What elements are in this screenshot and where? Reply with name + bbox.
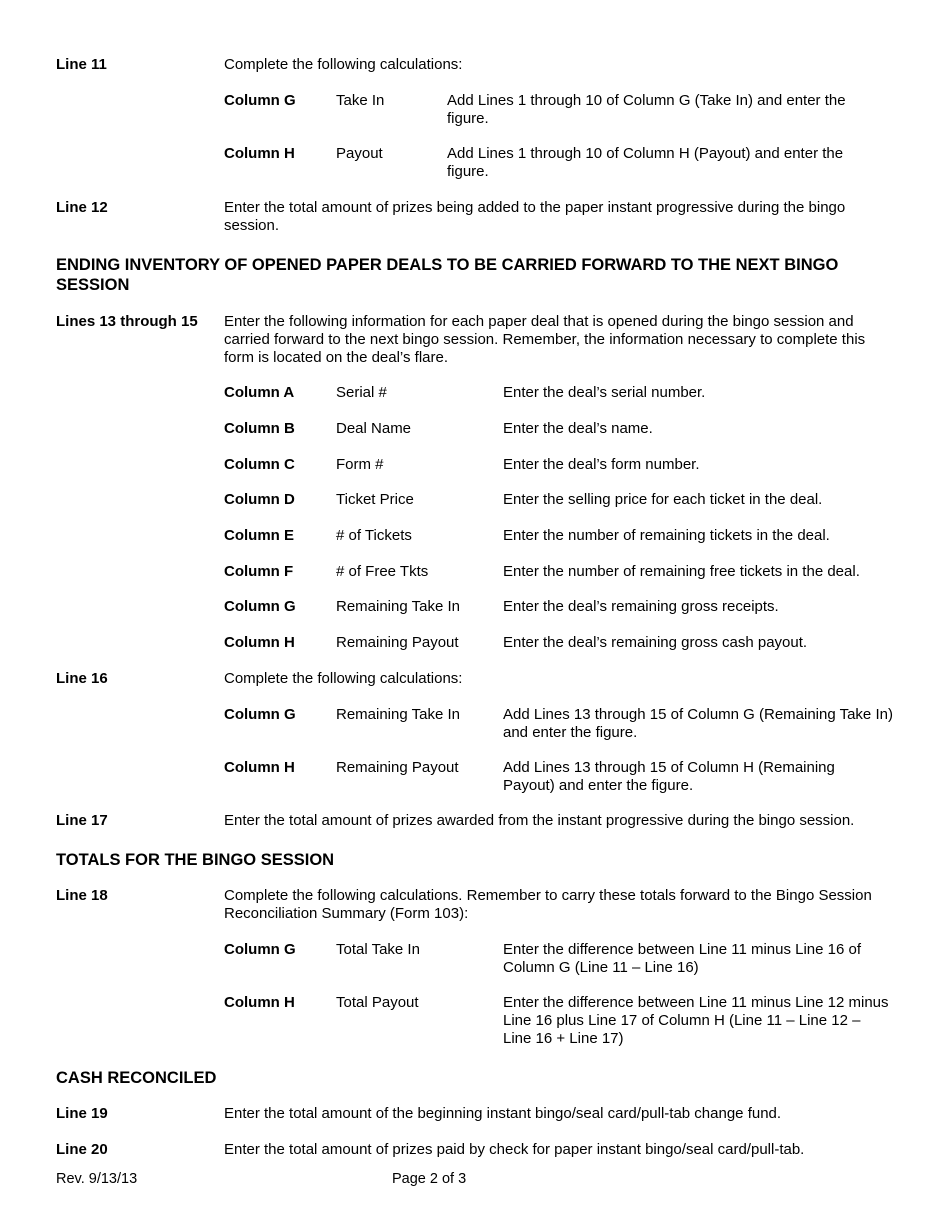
lines-13-15-col-g-name: Column G [224,598,296,615]
lines-13-15-label: Lines 13 through 15 [56,313,198,330]
lines-13-15-col-a-name: Column A [224,384,295,401]
line-18-col-g-desc: Enter the difference between Line 11 minus Line 16 of Column G (Line 11 – Line 16) [503,941,862,976]
lines-13-15-col-e-name: Column E [224,527,294,544]
line-18-label: Line 18 [56,887,108,904]
line-18-col-g-name: Column G [224,941,296,958]
lines-13-15-col-e-desc: Enter the number of remaining tickets in the deal. [503,527,830,544]
line-19-text: Enter the total amount of the beginning instant bingo/seal card/pull-tab change fund. [224,1105,782,1122]
line-12-text: Enter the total amount of prizes being added to the paper instant progressive during the bingo session. [224,199,846,234]
line-12-label: Line 12 [56,199,108,216]
line-16-col-g-name: Column G [224,706,296,723]
section-heading-ending-inventory: ENDING INVENTORY OF OPENED PAPER DEALS TO BE CARRIED FORWARD TO THE NEXT BINGO SESSION [56,256,839,294]
lines-13-15-col-g-field: Remaining Take In [336,598,460,615]
lines-13-15-col-b-name: Column B [224,420,295,437]
line-19-label: Line 19 [56,1105,108,1122]
line-16-col-h-name: Column H [224,759,295,776]
line-11-col-g-name: Column G [224,92,296,109]
line-11-label: Line 11 [56,56,107,73]
line-17-label: Line 17 [56,812,108,829]
footer-page-number: Page 2 of 3 [392,1171,467,1187]
lines-13-15-col-a-field: Serial # [336,384,387,401]
lines-13-15-col-d-desc: Enter the selling price for each ticket in the deal. [503,491,823,508]
lines-13-15-col-e-field: # of Tickets [336,527,412,544]
lines-13-15-col-f-field: # of Free Tkts [336,563,429,580]
section-heading-totals: TOTALS FOR THE BINGO SESSION [56,851,335,869]
lines-13-15-col-b-field: Deal Name [336,420,412,437]
line-11-col-h-name: Column H [224,145,295,162]
lines-13-15-col-d-name: Column D [224,491,295,508]
line-11-col-g-field: Take In [336,92,385,109]
lines-13-15-col-h-field: Remaining Payout [336,634,459,651]
lines-13-15-col-c-name: Column C [224,456,295,473]
line-16-col-g-desc: Add Lines 13 through 15 of Column G (Remaining Take In) and enter the figure. [503,706,893,741]
line-16-col-h-field: Remaining Payout [336,759,459,776]
line-11-text: Complete the following calculations: [224,56,463,73]
line-16-col-g-field: Remaining Take In [336,706,460,723]
line-18-col-h-name: Column H [224,994,295,1011]
line-20-label: Line 20 [56,1141,108,1158]
line-20-text: Enter the total amount of prizes paid by check for paper instant bingo/seal card/pull-tab. [224,1141,805,1158]
section-heading-cash-reconciled: CASH RECONCILED [56,1069,217,1087]
line-18-col-h-field: Total Payout [336,994,419,1011]
line-11-col-g-desc: Add Lines 1 through 10 of Column G (Take In) and enter the figure. [447,92,846,127]
lines-13-15-col-f-desc: Enter the number of remaining free tickets in the deal. [503,563,860,580]
lines-13-15-col-h-desc: Enter the deal’s remaining gross cash payout. [503,634,808,651]
line-16-label: Line 16 [56,670,108,687]
line-18-col-g-field: Total Take In [336,941,420,958]
lines-13-15-col-g-desc: Enter the deal’s remaining gross receipts. [503,598,779,615]
lines-13-15-col-c-field: Form # [336,456,384,473]
line-11-col-h-desc: Add Lines 1 through 10 of Column H (Payout) and enter the figure. [447,145,844,180]
lines-13-15-text: Enter the following information for each paper deal that is opened during the bingo session and carried forward to the next bingo session. Remember, the information necessary to complete this form is located on the deal’s flare. [224,313,866,366]
lines-13-15-col-b-desc: Enter the deal’s name. [503,420,653,437]
lines-13-15-col-h-name: Column H [224,634,295,651]
line-16-text: Complete the following calculations: [224,670,463,687]
line-11-col-h-field: Payout [336,145,383,162]
lines-13-15-col-f-name: Column F [224,563,294,580]
line-17-text: Enter the total amount of prizes awarded from the instant progressive during the bingo session. [224,812,855,829]
line-16-col-h-desc: Add Lines 13 through 15 of Column H (Remaining Payout) and enter the figure. [503,759,835,794]
line-18-col-h-desc: Enter the difference between Line 11 minus Line 12 minus Line 16 plus Line 17 of Column H (Line 11 – Line 12 – Line 16 + Line 17) [503,994,889,1047]
footer-revision: Rev. 9/13/13 [56,1171,138,1187]
lines-13-15-col-a-desc: Enter the deal’s serial number. [503,384,706,401]
lines-13-15-col-c-desc: Enter the deal’s form number. [503,456,700,473]
line-18-text: Complete the following calculations. Remember to carry these totals forward to the Bingo Session Reconciliation Summary (Form 103): [224,887,872,922]
lines-13-15-col-d-field: Ticket Price [336,491,414,508]
